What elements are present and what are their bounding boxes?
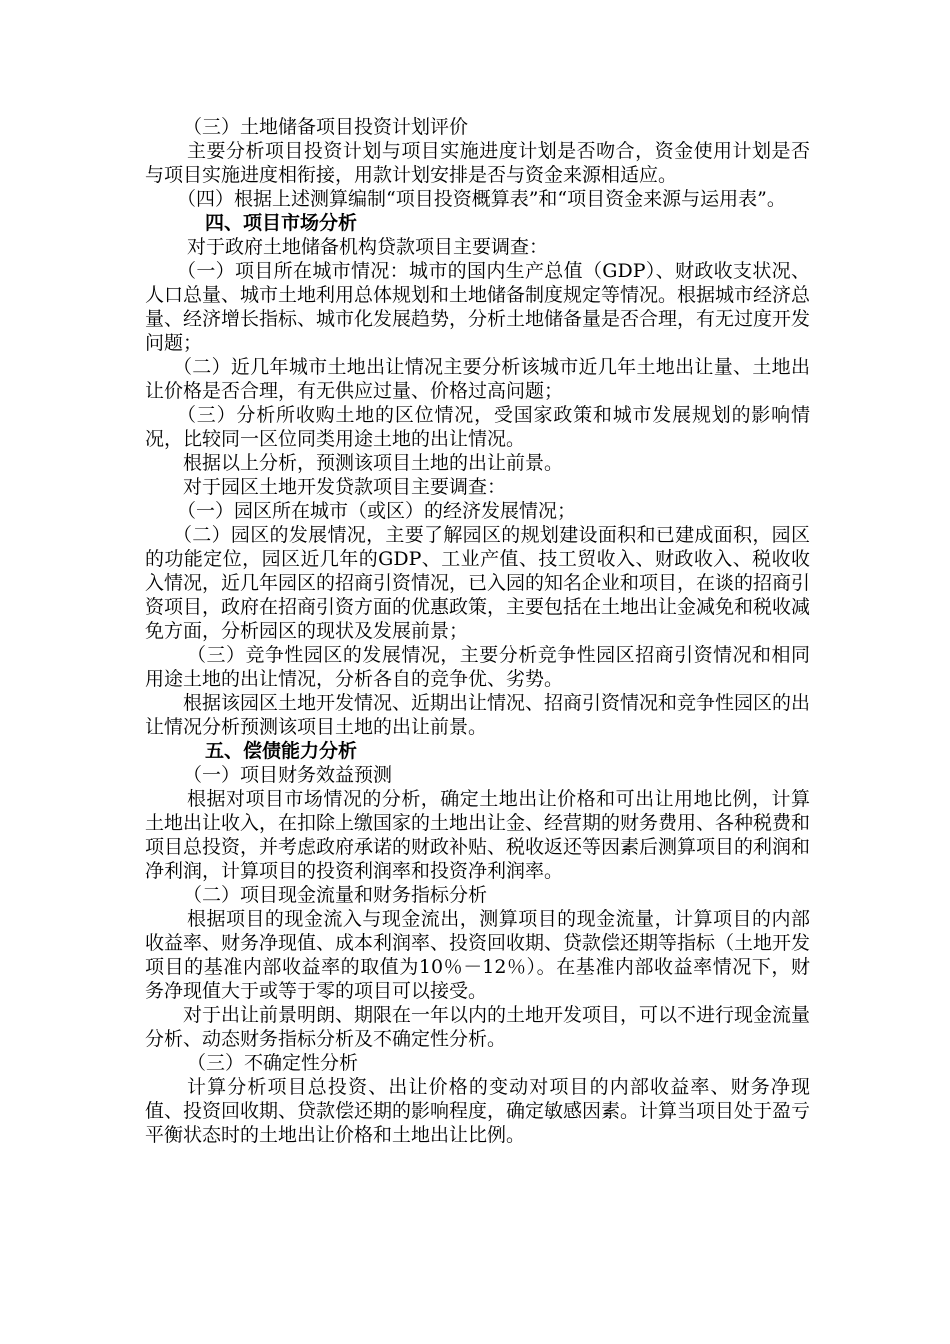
repay-2-title: （二）项目现金流量和财务指标分析 <box>183 884 488 906</box>
gov-item-1: （一）项目所在城市情况：城市的国内生产总值（GDP）、财政收支状况、人口总量、城市土地利用总体规划和土地储备制度规定等情况。根据城市经济总量、经济增长指标、城市化发展趋势，分析土地储备量是否合理，有无过度开发问题； <box>145 260 811 354</box>
gov-survey-intro: 对于政府土地储备机构贷款项目主要调查： <box>187 236 549 258</box>
subsection-3-title: （三）土地储备项目投资计划评价 <box>183 116 469 138</box>
repay-1-body: 根据对项目市场情况的分析，确定土地出让价格和可出让用地比例，计算土地出让收入，在扣除上缴国家的土地出让金、经营期的财务费用、各种税费和项目总投资，并考虑政府承诺的财政补贴、税收返还等因素后测算项目的利润和净利润，计算项目的投资利润率和投资净利润率。 <box>145 788 811 882</box>
gov-forecast: 根据以上分析，预测该项目土地的出让前景。 <box>183 452 564 474</box>
park-item-1: （一）园区所在城市（或区）的经济发展情况； <box>177 500 577 522</box>
park-item-2: （二）园区的发展情况，主要了解园区的规划建设面积和已建成面积，园区的功能定位，园区近几年的GDP、工业产值、技工贸收入、财政收入、税收收入情况，近几年园区的招商引资情况，已入园的知名企业和项目，在谈的招商引资项目，政府在招商引资方面的优惠政策，主要包括在土地出让金减免和税收减免方面，分析园区的现状及发展前景； <box>145 524 811 642</box>
park-survey-intro: 对于园区土地开发贷款项目主要调查： <box>183 476 507 498</box>
repay-3-title: （三）不确定性分析 <box>187 1052 359 1074</box>
repay-1-title: （一）项目财务效益预测 <box>183 764 393 786</box>
section-5-heading: 五、偿债能力分析 <box>205 740 358 762</box>
subsection-4-body: （四）根据上述测算编制“项目投资概算表”和“项目资金来源与运用表”。 <box>177 188 786 210</box>
subsection-3-body: 主要分析项目投资计划与项目实施进度计划是否吻合，资金使用计划是否与项目实施进度相衔接，用款计划安排是否与资金来源相适应。 <box>145 140 810 186</box>
park-forecast: 根据该园区土地开发情况、近期出让情况、招商引资情况和竞争性园区的出让情况分析预测该项目土地的出让前景。 <box>145 692 811 738</box>
section-4-heading: 四、项目市场分析 <box>205 212 358 234</box>
park-item-3: （三）竞争性园区的发展情况，主要分析竞争性园区招商引资情况和相同用途土地的出让情况，分析各自的竞争优、劣势。 <box>145 644 810 690</box>
repay-3-body: 计算分析项目总投资、出让价格的变动对项目的内部收益率、财务净现值、投资回收期、贷款偿还期的影响程度，确定敏感因素。计算当项目处于盈亏平衡状态时的土地出让价格和土地出让比例。 <box>145 1076 811 1146</box>
gov-item-2: （二）近几年城市土地出让情况主要分析该城市近几年土地出让量、土地出让价格是否合理，有无供应过量、价格过高问题； <box>145 356 810 402</box>
repay-2-note: 对于出让前景明朗、期限在一年以内的土地开发项目，可以不进行现金流量分析、动态财务指标分析及不确定性分析。 <box>145 1004 811 1050</box>
repay-2-body: 根据项目的现金流入与现金流出，测算项目的现金流量，计算项目的内部收益率、财务净现值、成本利润率、投资回收期、贷款偿还期等指标（土地开发项目的基准内部收益率的取值为10％－12％）。在基准内部收益率情况下，财务净现值大于或等于零的项目可以接受。 <box>145 908 811 1002</box>
gov-item-3: （三）分析所收购土地的区位情况，受国家政策和城市发展规划的影响情况，比较同一区位同类用途土地的出让情况。 <box>145 404 810 450</box>
